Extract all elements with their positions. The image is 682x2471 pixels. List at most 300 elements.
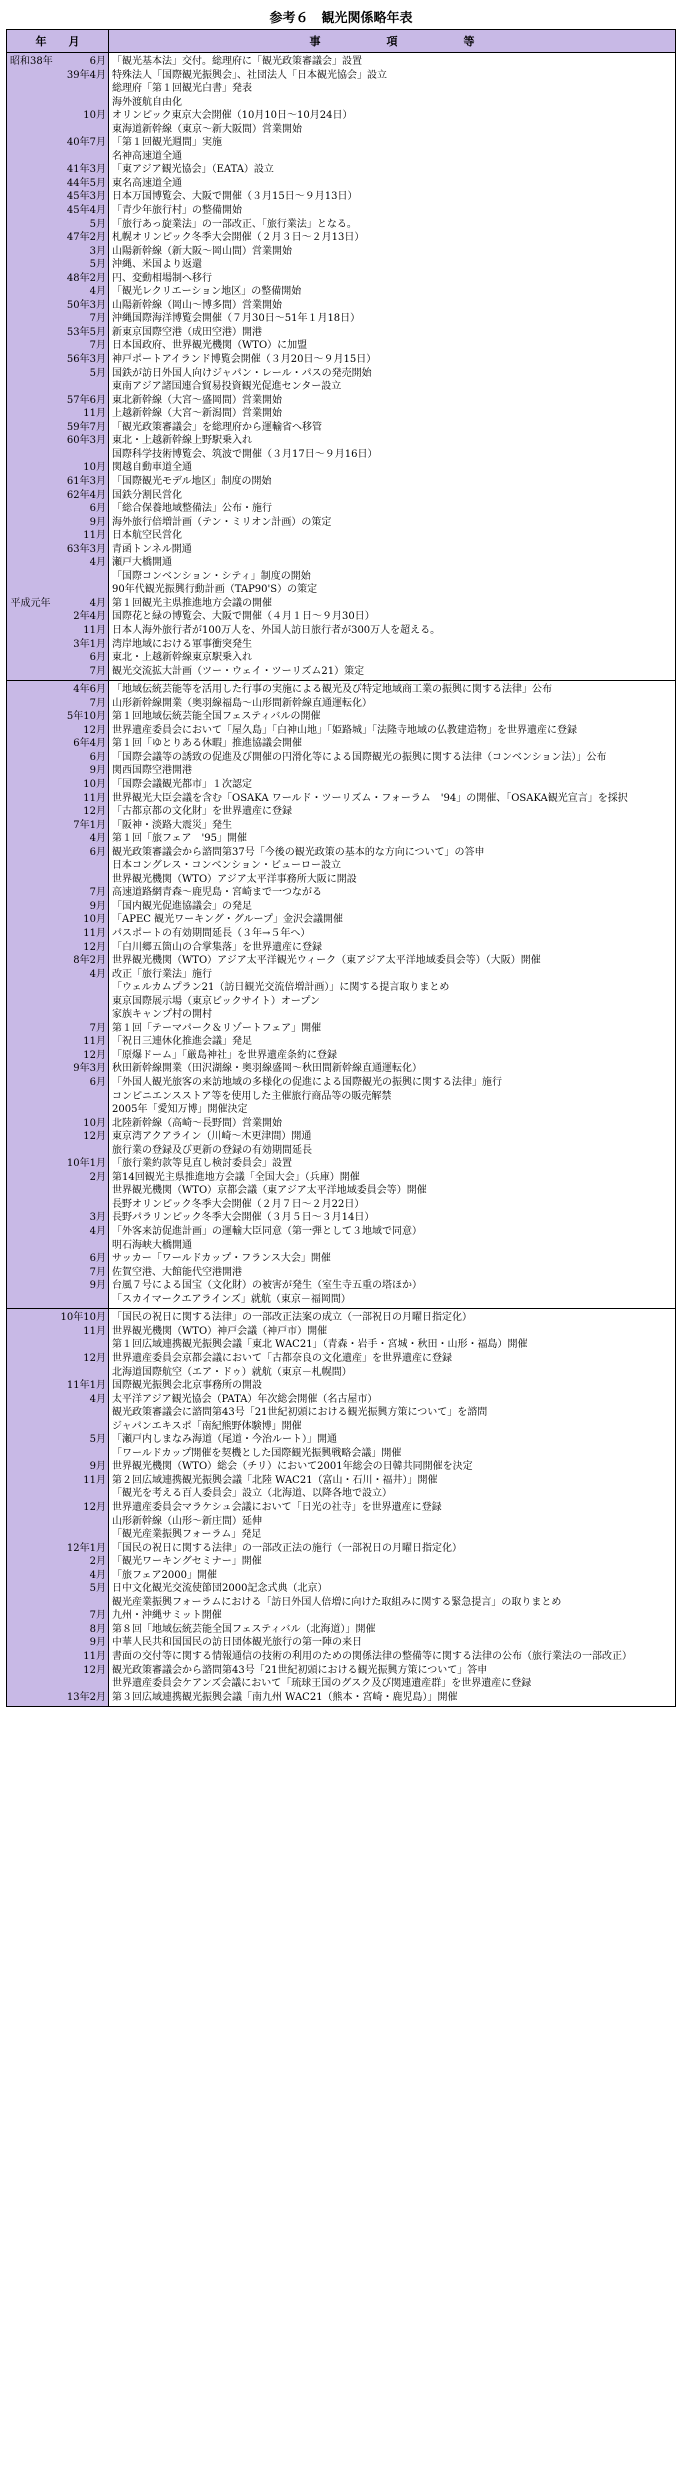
event-text-cell: 沖縄国際海洋博覧会開催（７月30日～51年１月18日） (109, 312, 676, 326)
chronology-body (7, 53, 676, 1707)
table-row (7, 570, 676, 584)
year-month-cell: 6月 (53, 751, 109, 765)
table-row (7, 681, 676, 697)
event-text-cell: 東北新幹線（大宮～盛岡間）営業開始 (109, 394, 676, 408)
year-month-cell: 3年1月 (53, 638, 109, 652)
event-text-cell: 世界観光機関（WTO）アジア太平洋事務所大阪に開設 (109, 873, 676, 887)
table-row (7, 529, 676, 543)
event-text-cell: 観光交流拡大計画（ツー・ウェイ・ツーリズム21）策定 (109, 665, 676, 681)
year-month-cell (53, 859, 109, 873)
year-month-cell: 11月 (53, 792, 109, 806)
year-month-cell (53, 1406, 109, 1420)
event-text-cell: 「白川郷五箇山の合掌集落」を世界遺産に登録 (109, 941, 676, 955)
year-month-cell: 9月 (53, 764, 109, 778)
year-month-cell: 8月 (53, 1623, 109, 1637)
year-month-cell: 12年1月 (53, 1542, 109, 1556)
year-month-cell: 4月 (53, 285, 109, 299)
year-month-cell (53, 995, 109, 1009)
event-text-cell: 瀬戸大橋開通 (109, 556, 676, 570)
era-year-cell (7, 1379, 53, 1393)
table-row (7, 1474, 676, 1488)
event-text-cell: 日本航空民営化 (109, 529, 676, 543)
table-row (7, 136, 676, 150)
era-year-cell (7, 995, 53, 1009)
event-text-cell: 沖縄、米国より返還 (109, 258, 676, 272)
table-row (7, 367, 676, 381)
era-year-cell (7, 624, 53, 638)
era-year-cell (7, 981, 53, 995)
era-year-cell (7, 954, 53, 968)
event-text-cell: 世界観光機関（WTO）神戸会議（神戸市）開催 (109, 1325, 676, 1339)
event-text-cell: 国鉄分割民営化 (109, 489, 676, 503)
era-year-cell (7, 461, 53, 475)
event-text-cell: 東南アジア諸国連合貿易投資観光促進センター設立 (109, 380, 676, 394)
era-year-cell (7, 927, 53, 941)
year-month-cell: 11月 (53, 927, 109, 941)
table-row (7, 1157, 676, 1171)
era-year-cell (7, 1447, 53, 1461)
table-row (7, 556, 676, 570)
era-year-cell (7, 1184, 53, 1198)
table-header-row (7, 30, 676, 53)
era-year-cell (7, 1211, 53, 1225)
era-year-cell (7, 900, 53, 914)
era-year-cell (7, 651, 53, 665)
era-year-cell (7, 367, 53, 381)
year-month-cell (53, 570, 109, 584)
year-month-cell (53, 123, 109, 137)
event-text-cell: 名神高速道全通 (109, 150, 676, 164)
year-month-cell (53, 1239, 109, 1253)
event-text-cell: 東京湾アクアライン（川崎～木更津間）開通 (109, 1130, 676, 1144)
table-row (7, 1266, 676, 1280)
era-year-cell (7, 285, 53, 299)
table-row (7, 82, 676, 96)
year-month-cell (53, 1677, 109, 1691)
event-text-cell: 「古都京都の文化財」を世界遺産に登録 (109, 805, 676, 819)
era-year-cell (7, 1691, 53, 1707)
table-row (7, 819, 676, 833)
event-text-cell: 北海道国際航空（エア・ドゥ）就航（東京－札幌間） (109, 1366, 676, 1380)
era-year-cell (7, 859, 53, 873)
event-text-cell: 中華人民共和国国民の訪日団体観光旅行の第一陣の来日 (109, 1636, 676, 1650)
year-month-cell: 2月 (53, 1171, 109, 1185)
era-year-cell (7, 1008, 53, 1022)
era-year-cell (7, 724, 53, 738)
era-year-cell (7, 516, 53, 530)
era-year-cell (7, 1460, 53, 1474)
event-text-cell: 北陸新幹線（高崎～長野間）営業開始 (109, 1117, 676, 1131)
event-text-cell: 青函トンネル開通 (109, 543, 676, 557)
year-month-cell: 6月 (53, 1076, 109, 1090)
event-text-cell: 円、変動相場制へ移行 (109, 272, 676, 286)
event-text-cell: サッカー「ワールドカップ・フランス大会」開催 (109, 1252, 676, 1266)
year-month-cell (53, 1338, 109, 1352)
year-month-cell (53, 873, 109, 887)
year-month-cell (53, 380, 109, 394)
era-year-cell (7, 792, 53, 806)
table-row (7, 1460, 676, 1474)
era-year-cell (7, 204, 53, 218)
era-year-cell (7, 1103, 53, 1117)
table-row (7, 1691, 676, 1707)
era-year-cell: 平成元年 (7, 597, 53, 611)
table-row (7, 832, 676, 846)
era-year-cell (7, 1582, 53, 1596)
year-month-cell: 63年3月 (53, 543, 109, 557)
table-row (7, 1487, 676, 1501)
era-year-cell (7, 312, 53, 326)
table-row (7, 407, 676, 421)
table-row (7, 751, 676, 765)
year-month-cell: 5年10月 (53, 710, 109, 724)
table-row (7, 886, 676, 900)
table-row (7, 665, 676, 681)
year-month-cell (53, 1420, 109, 1434)
table-row (7, 1035, 676, 1049)
year-month-cell: 62年4月 (53, 489, 109, 503)
era-year-cell (7, 1338, 53, 1352)
event-text-cell: 「国民の祝日に関する法律」の一部改正法案の成立（一部祝日の月曜日指定化） (109, 1309, 676, 1325)
year-month-cell: 4年6月 (53, 681, 109, 697)
year-month-cell: 41年3月 (53, 163, 109, 177)
year-month-cell: 4月 (53, 1225, 109, 1239)
year-month-cell (53, 1596, 109, 1610)
year-month-cell: 53年5月 (53, 326, 109, 340)
table-row (7, 150, 676, 164)
event-text-cell: 改正「旅行業法」施行 (109, 968, 676, 982)
event-text-cell: 日中文化観光交流使節団2000記念式典（北京） (109, 1582, 676, 1596)
table-row (7, 981, 676, 995)
event-text-cell: 家族キャンプ村の開村 (109, 1008, 676, 1022)
event-text-cell: 「国民の祝日に関する法律」の一部改正法の施行（一部祝日の月曜日指定化） (109, 1542, 676, 1556)
event-text-cell: 「青少年旅行村」の整備開始 (109, 204, 676, 218)
table-row (7, 339, 676, 353)
year-month-cell: 7月 (53, 665, 109, 681)
event-text-cell: 「ワールドカップ開催を契機とした国際観光振興戦略会議」開催 (109, 1447, 676, 1461)
table-row (7, 516, 676, 530)
table-row (7, 1515, 676, 1529)
table-row (7, 1103, 676, 1117)
era-year-cell (7, 1569, 53, 1583)
year-month-cell: 6年4月 (53, 737, 109, 751)
event-text-cell: 第14回観光主県推進地方会議「全国大会」（兵庫）開催 (109, 1171, 676, 1185)
event-text-cell: 明石海峡大橋開通 (109, 1239, 676, 1253)
year-month-cell: 9月 (53, 1279, 109, 1293)
table-row (7, 285, 676, 299)
events-column-header: 事 項 等 (109, 30, 676, 53)
event-text-cell: 東京国際展示場（東京ビックサイト）オープン (109, 995, 676, 1009)
table-row (7, 1433, 676, 1447)
table-row (7, 638, 676, 652)
event-text-cell: 山形新幹線開業（奥羽線福島～山形間新幹線直通運転化） (109, 697, 676, 711)
year-month-cell: 4月 (53, 832, 109, 846)
year-month-cell: 10月 (53, 461, 109, 475)
era-year-cell (7, 502, 53, 516)
year-month-cell: 10月 (53, 109, 109, 123)
table-row (7, 53, 676, 69)
year-month-cell: 12月 (53, 805, 109, 819)
event-text-cell: 東名高速道全通 (109, 177, 676, 191)
event-text-cell: 関西国際空港開港 (109, 764, 676, 778)
table-row (7, 190, 676, 204)
event-text-cell: 「外客来訪促進計画」の運輸大臣同意（第一弾として３地域で同意） (109, 1225, 676, 1239)
year-month-cell: 4月 (53, 968, 109, 982)
era-year-cell (7, 421, 53, 435)
table-row (7, 1211, 676, 1225)
era-year-cell (7, 1609, 53, 1623)
year-month-cell: 12月 (53, 1664, 109, 1678)
event-text-cell: 海外旅行倍増計画（テン・ミリオン計画）の策定 (109, 516, 676, 530)
era-year-cell (7, 1130, 53, 1144)
table-row (7, 792, 676, 806)
table-row (7, 1650, 676, 1664)
year-month-cell: 11月 (53, 529, 109, 543)
event-text-cell: 「旅行業約款等見直し検討委員会」設置 (109, 1157, 676, 1171)
era-year-cell (7, 1393, 53, 1407)
event-text-cell: 「東アジア観光協会」（EATA）設立 (109, 163, 676, 177)
year-month-cell: 12月 (53, 941, 109, 955)
era-year-cell (7, 556, 53, 570)
year-month-cell: 11月 (53, 407, 109, 421)
year-month-cell: 60年3月 (53, 434, 109, 448)
event-text-cell: 日本国政府、世界観光機関（WTO）に加盟 (109, 339, 676, 353)
event-text-cell: 世界遺産委員会において「屋久島」「白神山地」「姫路城」「法隆寺地域の仏教建造物」を世界遺産に登録 (109, 724, 676, 738)
event-text-cell: 世界遺産委員会ケアンズ会議において「琉球王国のグスク及び関連遺産群」を世界遺産に登録 (109, 1677, 676, 1691)
year-month-cell: 3月 (53, 245, 109, 259)
year-month-cell (53, 1008, 109, 1022)
year-month-cell: 4月 (53, 1393, 109, 1407)
event-text-cell: 札幌オリンピック冬季大会開催（２月３日～２月13日） (109, 231, 676, 245)
year-month-cell: 48年2月 (53, 272, 109, 286)
table-row (7, 651, 676, 665)
era-year-cell (7, 1090, 53, 1104)
year-month-cell: 9月 (53, 516, 109, 530)
event-text-cell: ジャパンエキスポ「南紀熊野体験博」開催 (109, 1420, 676, 1434)
year-month-cell (53, 96, 109, 110)
era-year-cell (7, 1650, 53, 1664)
year-month-cell: 61年3月 (53, 475, 109, 489)
event-text-cell: 世界遺産委員会マラケシュ会議において「日光の社寺」を世界遺産に登録 (109, 1501, 676, 1515)
table-row (7, 1542, 676, 1556)
event-text-cell: 長野パラリンピック冬季大会開催（３月５日～３月14日） (109, 1211, 676, 1225)
year-month-cell: 10年10月 (53, 1309, 109, 1325)
year-month-cell: 11月 (53, 1650, 109, 1664)
table-row (7, 764, 676, 778)
table-row (7, 1636, 676, 1650)
era-year-cell (7, 231, 53, 245)
year-month-cell: 10月 (53, 913, 109, 927)
era-year-cell (7, 245, 53, 259)
year-month-cell: 12月 (53, 1352, 109, 1366)
event-text-cell: 「旅行あっ旋業法」の一部改正、「旅行業法」となる。 (109, 218, 676, 232)
year-month-cell: 40年7月 (53, 136, 109, 150)
event-text-cell: 「観光ワーキングセミナー」開催 (109, 1555, 676, 1569)
table-row (7, 96, 676, 110)
year-month-cell: 39年4月 (53, 69, 109, 83)
table-row (7, 421, 676, 435)
event-text-cell: 世界観光機関（WTO）京都会議（東アジア太平洋地域委員会等）開催 (109, 1184, 676, 1198)
event-text-cell: 日本コングレス・コンベンション・ビューロー設立 (109, 859, 676, 873)
table-row (7, 583, 676, 597)
year-month-cell: 6月 (53, 502, 109, 516)
era-year-cell (7, 1501, 53, 1515)
year-month-cell: 7月 (53, 1266, 109, 1280)
event-text-cell: 世界観光大臣会議を含む「OSAKA ワールド・ツーリズム・フォーラム '94」の開催、「OSAKA観光宣言」を採択 (109, 792, 676, 806)
table-row (7, 1144, 676, 1158)
event-text-cell: 長野オリンピック冬季大会開催（２月７日～２月22日） (109, 1198, 676, 1212)
era-year-cell (7, 610, 53, 624)
year-month-cell: 9月 (53, 1460, 109, 1474)
era-year-cell (7, 177, 53, 191)
year-month-cell (53, 150, 109, 164)
year-month-cell: 6月 (53, 53, 109, 69)
table-row (7, 1022, 676, 1036)
year-month-cell: 12月 (53, 1049, 109, 1063)
table-row (7, 245, 676, 259)
table-row (7, 1076, 676, 1090)
table-row (7, 326, 676, 340)
table-row (7, 724, 676, 738)
era-year-cell (7, 1433, 53, 1447)
table-row (7, 177, 676, 191)
event-text-cell: 第１回「旅フェア '95」開催 (109, 832, 676, 846)
event-text-cell: 国際科学技術博覧会、筑波で開催（３月17日～９月16日） (109, 448, 676, 462)
era-year-cell (7, 1487, 53, 1501)
table-row (7, 846, 676, 860)
year-month-cell (53, 1090, 109, 1104)
table-row (7, 1406, 676, 1420)
year-month-cell (53, 1366, 109, 1380)
year-month-cell: 7月 (53, 312, 109, 326)
era-year-cell (7, 109, 53, 123)
event-text-cell: オリンピック東京大会開催（10月10日～10月24日） (109, 109, 676, 123)
table-row (7, 900, 676, 914)
event-text-cell: 観光産業振興フォーラムにおける「訪日外国人倍増に向けた取組みに関する緊急提言」の取りまとめ (109, 1596, 676, 1610)
event-text-cell: 佐賀空港、大館能代空港開港 (109, 1266, 676, 1280)
table-row (7, 1225, 676, 1239)
table-row (7, 502, 676, 516)
era-year-cell (7, 1528, 53, 1542)
table-row (7, 380, 676, 394)
event-text-cell: 「国内観光促進協議会」の発足 (109, 900, 676, 914)
year-month-cell: 44年5月 (53, 177, 109, 191)
year-month-cell: 11年1月 (53, 1379, 109, 1393)
table-row (7, 737, 676, 751)
era-year-cell (7, 1049, 53, 1063)
year-month-cell: 9年3月 (53, 1062, 109, 1076)
year-month-cell: 7月 (53, 697, 109, 711)
event-text-cell: 第８回「地域伝統芸能全国フェスティバル（北海道）」開催 (109, 1623, 676, 1637)
table-row (7, 710, 676, 724)
table-row (7, 1293, 676, 1309)
table-row (7, 353, 676, 367)
year-month-cell: 3月 (53, 1211, 109, 1225)
event-text-cell: 「旅フェア2000」開催 (109, 1569, 676, 1583)
era-year-cell (7, 1352, 53, 1366)
event-text-cell: 第１回地域伝統芸能全国フェスティバルの開催 (109, 710, 676, 724)
era-year-cell (7, 150, 53, 164)
era-year-cell (7, 1035, 53, 1049)
event-text-cell: 山形新幹線（山形～新庄間）延伸 (109, 1515, 676, 1529)
table-row (7, 299, 676, 313)
era-year-cell (7, 665, 53, 681)
year-month-cell (53, 583, 109, 597)
table-row (7, 434, 676, 448)
era-year-cell (7, 543, 53, 557)
event-text-cell: 「APEC 観光ワーキング・グループ」金沢会議開催 (109, 913, 676, 927)
table-row (7, 1393, 676, 1407)
table-row (7, 1447, 676, 1461)
event-text-cell: 第３回広域連携観光振興会議「南九州 WAC21（熊本・宮崎・鹿児島）」開催 (109, 1691, 676, 1707)
year-month-cell (53, 82, 109, 96)
era-year-cell (7, 1623, 53, 1637)
year-month-cell: 7年1月 (53, 819, 109, 833)
table-row (7, 231, 676, 245)
year-month-cell: 47年2月 (53, 231, 109, 245)
event-text-cell: 山陽新幹線（新大阪～岡山間）営業開始 (109, 245, 676, 259)
event-text-cell: 国際花と緑の博覧会、大阪で開催（４月１日～９月30日） (109, 610, 676, 624)
event-text-cell: 「国際コンベンション・シティ」制度の開始 (109, 570, 676, 584)
table-row (7, 941, 676, 955)
era-year-cell (7, 1062, 53, 1076)
year-month-cell: 11月 (53, 1325, 109, 1339)
era-year-cell (7, 1596, 53, 1610)
era-year-cell (7, 778, 53, 792)
table-row (7, 109, 676, 123)
event-text-cell: 「観光基本法」交付。総理府に「観光政策審議会」設置 (109, 53, 676, 69)
event-text-cell: 秋田新幹線開業（田沢湖線・奥羽線盛岡～秋田間新幹線直通運転化） (109, 1062, 676, 1076)
table-row (7, 1325, 676, 1339)
event-text-cell: 観光政策審議会に諮問第43号「21世紀初頭における観光振興方策について」を諮問 (109, 1406, 676, 1420)
era-year-cell (7, 190, 53, 204)
event-text-cell: 台風７号による国宝（文化財）の被害が発生（室生寺五重の塔ほか） (109, 1279, 676, 1293)
year-month-cell: 13年2月 (53, 1691, 109, 1707)
era-year-cell (7, 968, 53, 982)
event-text-cell: 「瀬戸内しまなみ海道（尾道・今治ルート）」開通 (109, 1433, 676, 1447)
table-row (7, 610, 676, 624)
era-year-cell (7, 1406, 53, 1420)
era-year-cell (7, 339, 53, 353)
event-text-cell: 新東京国際空港（成田空港）開港 (109, 326, 676, 340)
table-row (7, 1198, 676, 1212)
era-year-cell (7, 805, 53, 819)
era-year-cell (7, 1636, 53, 1650)
event-text-cell: 国際観光振興会北京事務所の開設 (109, 1379, 676, 1393)
year-month-cell (53, 1184, 109, 1198)
year-month-cell: 45年3月 (53, 190, 109, 204)
event-text-cell: 世界遺産委員会京都会議において「古都奈良の文化遺産」を世界遺産に登録 (109, 1352, 676, 1366)
event-text-cell: 観光政策審議会から諮問第37号「今後の観光政策の基本的な方向について」の答申 (109, 846, 676, 860)
era-year-cell (7, 272, 53, 286)
year-month-cell: 2年4月 (53, 610, 109, 624)
year-month-cell: 57年6月 (53, 394, 109, 408)
year-month-cell: 9月 (53, 900, 109, 914)
era-year-cell (7, 69, 53, 83)
table-row (7, 1420, 676, 1434)
table-row (7, 995, 676, 1009)
event-text-cell: 太平洋アジア観光協会（PATA）年次総会開催（名古屋市） (109, 1393, 676, 1407)
era-year-cell (7, 1309, 53, 1325)
era-year-cell (7, 1293, 53, 1309)
event-text-cell: 観光政策審議会から諮問第43号「21世紀初頭における観光振興方策について」答申 (109, 1664, 676, 1678)
table-row (7, 312, 676, 326)
event-text-cell: 「観光レクリエーション地区」の整備開始 (109, 285, 676, 299)
year-month-cell (53, 1293, 109, 1309)
era-year-cell (7, 1664, 53, 1678)
era-year-cell (7, 448, 53, 462)
chronology-table (6, 29, 676, 1707)
